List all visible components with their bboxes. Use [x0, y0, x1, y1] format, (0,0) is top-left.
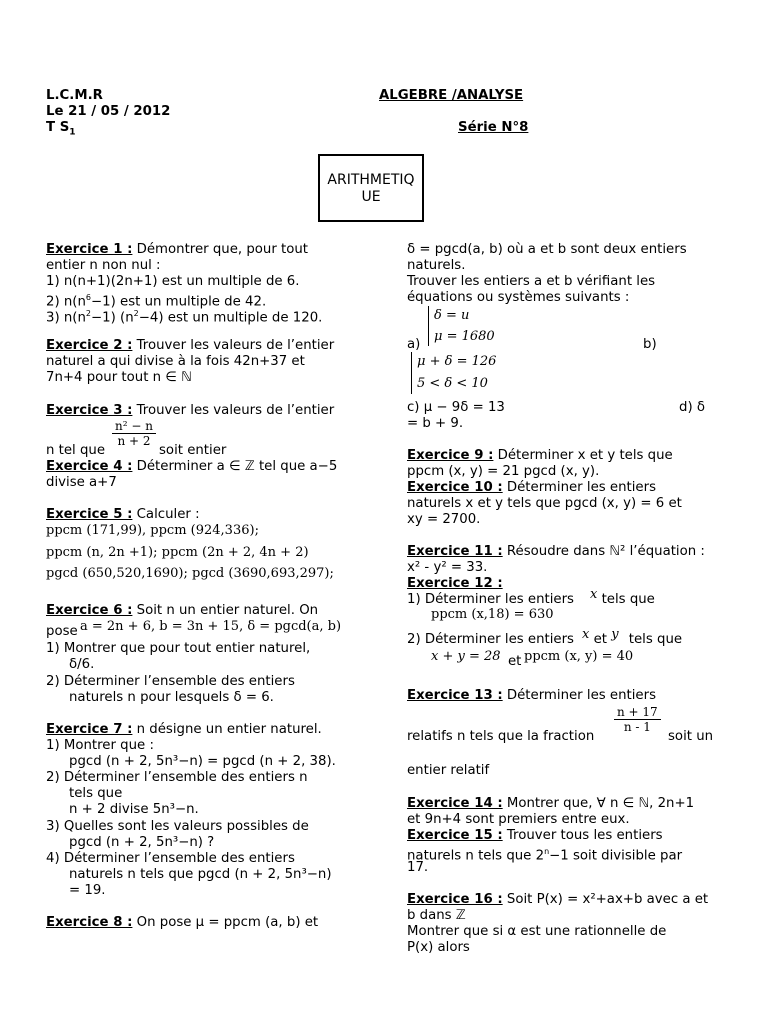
exercise-7-item-3-cont: pgcd (n + 2, 5n³−n) ?	[69, 835, 215, 850]
exercise-7-item-4-cont: naturels n tels que pgcd (n + 2, 5n³−n)	[69, 867, 332, 882]
exercise-8-text-3: Trouver les entiers a et b vérifiant les	[407, 274, 656, 289]
exercise-8-part-c: c) μ − 9δ = 13	[407, 400, 505, 415]
system-b-eq-1: μ + δ = 126	[417, 354, 497, 369]
exercise-13-fraction: $\frac{n + 17}{n - 1}$	[614, 705, 661, 734]
exercise-15-text-2: 17.	[407, 860, 429, 875]
exercise-3-fraction: $\frac{\text{n² − n}}{n + 2}$	[112, 419, 156, 448]
exercise-6-item-2: 2) Déterminer l’ensemble des entiers	[46, 674, 295, 689]
exercise-6-title: Exercice 6 : Soit n un entier naturel. On	[46, 603, 319, 618]
title-box	[318, 154, 424, 222]
exercise-12-title: Exercice 12 :	[407, 576, 503, 591]
exercise-10-text-2: xy = 2700.	[407, 512, 481, 527]
exercise-7-item-2: 2) Déterminer l’ensemble des entiers n	[46, 770, 308, 785]
exercise-7-item-1-cont: pgcd (n + 2, 5n³−n) = pgcd (n + 2, 38).	[69, 754, 336, 769]
document-date: Le 21 / 05 / 2012	[46, 104, 171, 119]
exercise-12-sum: x + y = 28	[431, 649, 501, 664]
exercise-5-title: Exercice 5 : Calculer :	[46, 507, 200, 522]
exercise-8-text-1: δ = pgcd(a, b) où a et b sont deux entiers	[407, 242, 687, 257]
exercise-7-item-1: 1) Montrer que :	[46, 738, 154, 753]
exercise-2-text-1: naturel a qui divise à la fois 42n+37 et	[46, 354, 305, 369]
exercise-13-pre: relatifs n tels que la fraction	[407, 729, 595, 744]
exercise-11-equation: x² - y² = 33.	[407, 560, 488, 575]
exercise-1-item-3: 3) $n(n^2-1)$ $(n^2-4)$ est un multiple de 120.	[46, 309, 323, 326]
exercise-5-math-2: ppcm (n, 2n +1); ppcm (2n + 2, 4n + 2)	[46, 545, 309, 560]
exercise-8-text-4: équations ou systèmes suivants :	[407, 290, 630, 305]
exercise-13-text-3: entier relatif	[407, 763, 490, 778]
title-line-1: ARITHMETIQ	[327, 172, 415, 188]
exercise-11-title: Exercice 11 : Résoudre dans ℕ² l’équation :	[407, 544, 705, 559]
exercise-12-item-1: 1) Déterminer les entiers x tels que	[407, 587, 655, 607]
school-name: L.C.M.R	[46, 88, 103, 103]
exercise-6-item-1: 1) Montrer que pour tout entier naturel,	[46, 641, 311, 656]
exercise-3-title: Exercice 3 : Trouver les valeurs de l’entier	[46, 403, 335, 418]
system-b-brace	[411, 352, 412, 394]
exercise-4-text: divise a+7	[46, 475, 117, 490]
exercise-1-title: Exercice 1 : Démontrer que, pour tout	[46, 242, 309, 257]
exercise-8-part-d: d) δ	[679, 400, 705, 415]
system-a-eq-1: δ = u	[434, 308, 470, 323]
exercise-12-ppcm-1: ppcm (x,18) = 630	[431, 607, 554, 622]
exercise-2-title: Exercice 2 : Trouver les valeurs de l’entier	[46, 338, 335, 353]
exercise-15-title: Exercice 15 : Trouver tous les entiers	[407, 828, 663, 843]
system-b-label: b)	[643, 337, 657, 352]
exercise-14-title: Exercice 14 : Montrer que, ∀ n ∈ ℕ, 2n+1	[407, 796, 695, 811]
serie-number: Série N°8	[458, 120, 529, 135]
exercise-12-and: et	[508, 654, 522, 669]
exercise-12-item-2: 2) Déterminer les entiers x et y tels que	[407, 627, 683, 647]
title-line-2: UE	[361, 189, 381, 205]
exercise-16-text-1: b dans ℤ	[407, 908, 466, 923]
exercise-1-item-1: 1) n(n+1)(2n+1) est un multiple de 6.	[46, 274, 300, 289]
system-b-eq-2: 5 < δ < 10	[417, 376, 488, 391]
class-label: T $S_1$	[46, 120, 76, 138]
exercise-10-title: Exercice 10 : Déterminer les entiers	[407, 480, 656, 495]
system-a-label: a)	[407, 337, 421, 352]
system-a-eq-2: μ = 1680	[434, 329, 495, 344]
exercise-5-math-1: ppcm (171,99), ppcm (924,336);	[46, 523, 259, 538]
exercise-9-title: Exercice 9 : Déterminer x et y tels que	[407, 448, 673, 463]
exercise-15-text-1: naturels n tels que $2^n-1$ soit divisible par	[407, 847, 683, 864]
exercise-1-text: entier n non nul :	[46, 258, 161, 273]
exercise-10-text-1: naturels x et y tels que pgcd (x, y) = 6 et	[407, 496, 682, 511]
subject-title: ALGEBRE /ANALYSE	[379, 88, 524, 103]
exercise-7-item-4-cont2: = 19.	[69, 883, 106, 898]
exercise-12-ppcm-2: ppcm (x, y) = 40	[524, 649, 634, 664]
exercise-14-text: et 9n+4 sont premiers entre eux.	[407, 812, 630, 827]
exercise-3-pre: n tel que	[46, 443, 106, 458]
exercise-7-title: Exercice 7 : n désigne un entier naturel.	[46, 722, 322, 737]
exercise-13-post: soit un	[668, 729, 714, 744]
exercise-4-title: Exercice 4 : Déterminer a ∈ ℤ tel que a−5	[46, 459, 338, 474]
exercise-7-item-2-cont2: n + 2 divise 5n³−n.	[69, 802, 199, 817]
system-a-brace	[428, 306, 429, 346]
exercise-6-item-2-cont: naturels n pour lesquels δ = 6.	[69, 690, 274, 705]
exercise-7-item-3: 3) Quelles sont les valeurs possibles de	[46, 819, 309, 834]
exercise-8-title: Exercice 8 : On pose μ = ppcm (a, b) et	[46, 915, 319, 930]
exercise-8-text-2: naturels.	[407, 258, 466, 273]
exercise-13-title: Exercice 13 : Déterminer les entiers	[407, 688, 656, 703]
exercise-5-math-3: pgcd (650,520,1690); pgcd (3690,693,297);	[46, 566, 334, 581]
exercise-9-text: ppcm (x, y) = 21 pgcd (x, y).	[407, 464, 600, 479]
exercise-7-item-4: 4) Déterminer l’ensemble des entiers	[46, 851, 295, 866]
exercise-3-post: soit entier	[159, 443, 227, 458]
exercise-16-text-2: Montrer que si α est une rationnelle de	[407, 924, 667, 939]
exercise-7-item-2-cont: tels que	[69, 786, 123, 801]
exercise-1-item-2: 2) $n(n^6-1)$ est un multiple de 42.	[46, 293, 267, 310]
exercise-6-pose: pose	[46, 624, 78, 639]
exercise-8-part-d-cont: = b + 9.	[407, 416, 464, 431]
exercise-2-text-2: 7n+4 pour tout n ∈ ℕ	[46, 370, 192, 385]
exercise-16-title: Exercice 16 : Soit P(x) = x²+ax+b avec a et	[407, 892, 709, 907]
exercise-16-text-3: P(x) alors	[407, 940, 470, 955]
exercise-6-item-1-cont: δ/6.	[69, 657, 95, 672]
exercise-6-definitions: a = 2n + 6, b = 3n + 15, δ = pgcd(a, b)	[80, 619, 342, 634]
